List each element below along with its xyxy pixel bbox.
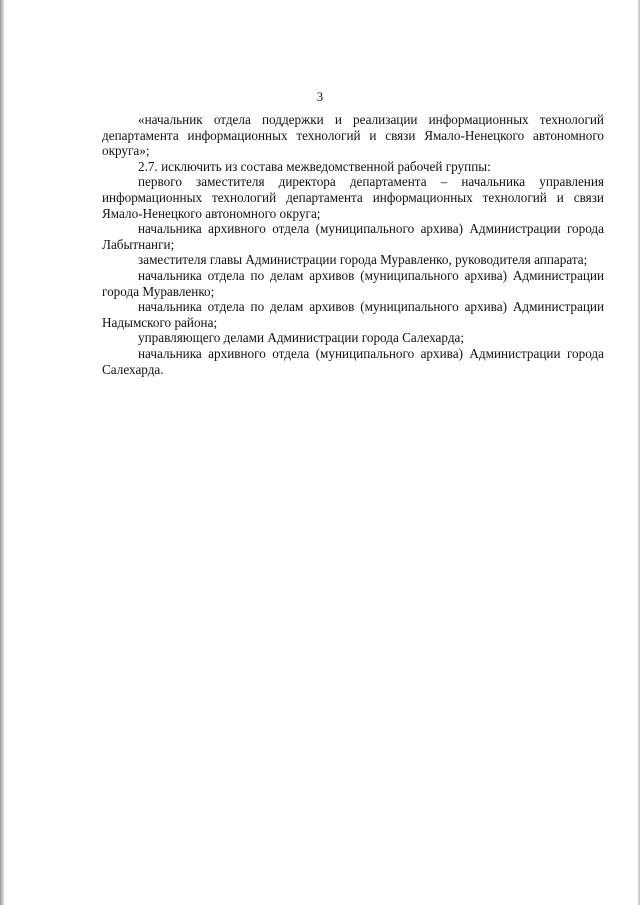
- paragraph-first-deputy-director: первого заместителя директора департамента – начальника управления информационных технологий департамента информационных технологий и связи Ямало-Ненецкого автономного округа;: [102, 174, 604, 221]
- paragraph-replacement-title: «начальник отдела поддержки и реализации информационных технологий департамента информационных технологий и связи Ямало-Ненецкого автономного округа»;: [102, 112, 604, 159]
- paragraph-archive-head-muravlenko: начальника отдела по делам архивов (муниципального архива) Администрации города Муравленко;: [102, 267, 604, 299]
- paragraph-archive-head-nadym: начальника отдела по делам архивов (муниципального архива) Администрации Надымского района;: [102, 299, 604, 330]
- paragraph-archive-head-salekhard: начальника архивного отдела (муниципального архива) Администрации города Салехарда.: [102, 345, 604, 377]
- document-body: [102, 112, 604, 377]
- paragraph-deputy-head-muravlenko: заместителя главы Администрации города Муравленко, руководителя аппарата;: [138, 252, 588, 268]
- paragraph-business-manager-salekhard: управляющего делами Администрации города Салехарда;: [138, 330, 465, 346]
- paragraph-archive-head-labytnangi: начальника архивного отдела (муниципального архива) Администрации города Лабытнанги;: [102, 221, 604, 252]
- paragraph-clause-2-7: 2.7. исключить из состава межведомственной рабочей группы:: [138, 158, 491, 174]
- scan-edge-left: [0, 0, 5, 905]
- page-number: 3: [316, 90, 324, 104]
